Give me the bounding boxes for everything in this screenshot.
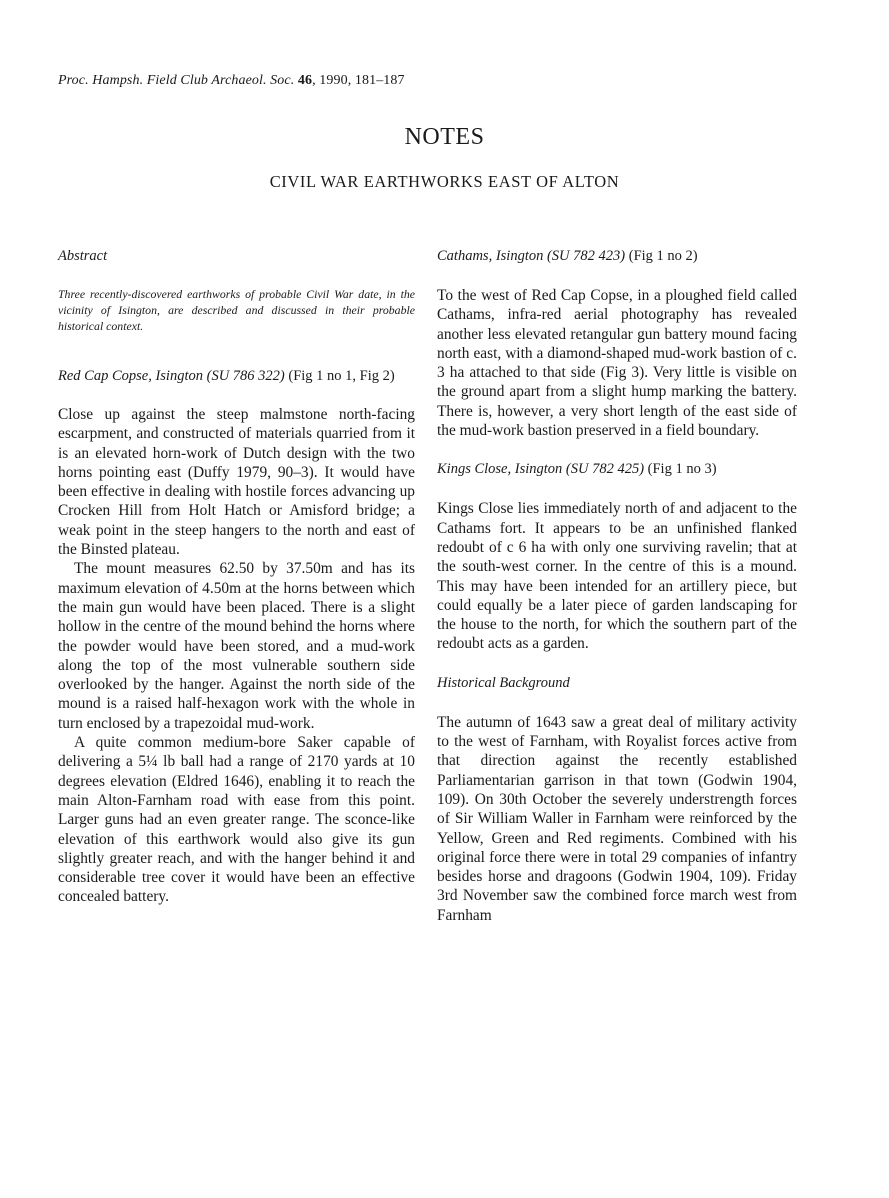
paragraph: Close up against the steep malmstone north-facing escarpment, and constructed of materials quarried from it is an elevated horn-work of Dutch design with the two horns pointing east (Duffy 1979, 90–3). It would have been effective in dealing with hostile forces advancing up Crocken Hill from Holt Hatch or Amisford bridge; a weak point in the steep hangers to the north and east of the Binsted plateau.	[58, 406, 415, 559]
abstract-text: Three recently-discovered earthworks of probable Civil War date, in the vicinity of Isington, are described and discussed in their probable historical context.	[58, 287, 415, 333]
running-head	[58, 73, 405, 89]
article-title: CIVIL WAR EARTHWORKS EAST OF ALTON	[269, 172, 620, 191]
heading-italic: Red Cap Copse, Isington (SU 786 322)	[58, 368, 285, 384]
notes-title: NOTES	[404, 124, 485, 150]
heading-plain: (Fig 1 no 2)	[625, 248, 698, 264]
left-column	[58, 247, 415, 907]
paragraph: The mount measures 62.50 by 37.50m and has its maximum elevation of 4.50m at the horns between which the main gun would have been placed. There is a slight hollow in the centre of the mound behind the horns where the powder would have been stored, and a mud-work along the top of the most vulnerable southern side overlooked by the hanger. Against the north side of the mound is a raised half-hexagon work with the whole in turn enclosed by a trapezoidal mud-work.	[58, 560, 415, 732]
year-pages: , 1990, 181–187	[312, 73, 405, 88]
right-column	[437, 247, 797, 925]
section-heading-cathams	[437, 247, 797, 266]
abstract-heading: Abstract	[58, 248, 108, 264]
volume-number: 46	[297, 73, 313, 88]
section-heading-kings-close	[437, 460, 797, 479]
paragraph: A quite common medium-bore Saker capable of delivering a 5¼ lb ball had a range of 2170 yards at 10 degrees elevation (Eldred 1646), enabling it to reach the main Alton-Farnham road with ease from this point. Larger guns had an even greater range. The sconce-like elevation of this earthwork would also give its gun slightly greater reach, and with the hanger behind it and considerable tree cover it would have been an effective concealed battery.	[58, 734, 415, 906]
paragraph: Kings Close lies immediately north of and adjacent to the Cathams fort. It appears to be an unfinished flanked redoubt of c 6 ha with only one surviving ravelin; that at the south-west corner. In the centre of this is a mound. This may have been intended for an artillery piece, but could equally be a later piece of garden landscaping for the house to the north, for which the southern part of the redoubt acts as a garden.	[437, 500, 797, 653]
heading-plain: (Fig 1 no 1, Fig 2)	[284, 368, 395, 384]
paragraph: The autumn of 1643 saw a great deal of military activity to the west of Farnham, with Royalist forces active from that direction against the recently established Parliamentarian garrison in that town (Godwin 1904, 109). On 30th October the severely understrength forces of Sir William Waller in Farnham were reinforced by the Yellow, Green and Red regiments. Combined with his original force there were in total 29 companies of infantry besides horse and dragoons (Godwin 1904, 109). Friday 3rd November saw the combined force march west from Farnham	[437, 713, 797, 924]
section-heading-red-cap	[58, 367, 415, 386]
journal-name: Proc. Hampsh. Field Club Archaeol. Soc.	[58, 73, 295, 88]
paragraph: To the west of Red Cap Copse, in a ploughed field called Cathams, infra-red aerial photography has revealed another less elevated retangular gun battery mound facing north east, with a diamond-shaped mud-work bastion of c. 3 ha attached to that side (Fig 3). Very little is visible on the ground apart from a slight hump marking the battery. There is, however, a very short length of the east side of the mud-work bastion preserved in a field boundary.	[437, 287, 797, 440]
heading-italic: Kings Close, Isington (SU 782 425)	[437, 461, 645, 478]
heading-plain: (Fig 1 no 3)	[644, 461, 717, 478]
heading-italic: Cathams, Isington (SU 782 423)	[437, 248, 626, 264]
section-heading-historical: Historical Background	[437, 674, 570, 691]
